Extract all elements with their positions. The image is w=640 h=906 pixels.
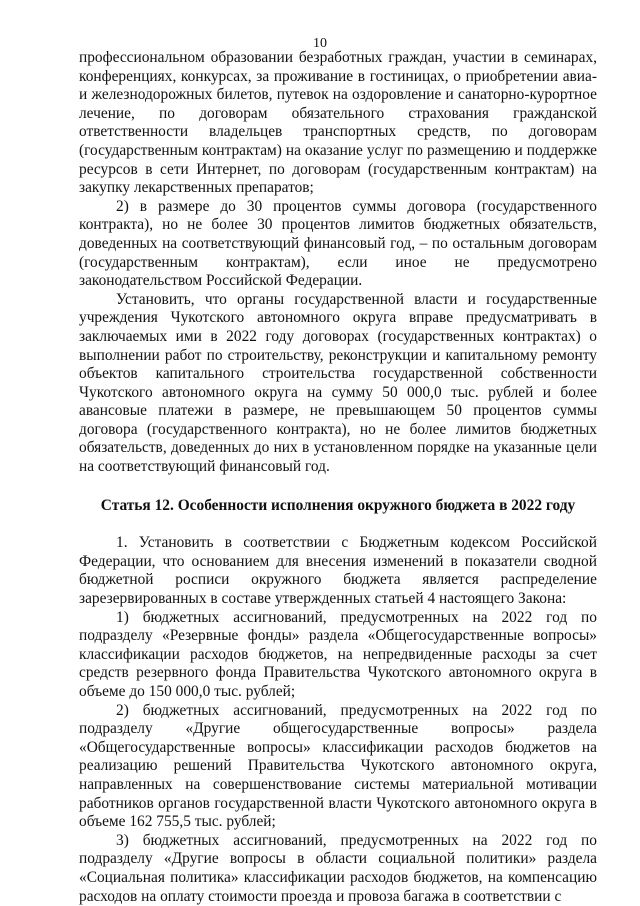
paragraph: 1) бюджетных ассигнований, предусмотренных на 2022 год по подразделу «Резервные фонды» раздела «Общегосударственные вопросы» классификации расходов бюджетов, на непредвиденные расходы за счет средств резервного фонда Правительства Чукотского автономного округа в объеме до 150 000,0 тыс. рублей;	[79, 608, 597, 700]
document-body	[79, 49, 597, 906]
paragraph: Установить, что органы государственной власти и государственные учреждения Чукотского автономного округа вправе предусматривать в заключаемых ими в 2022 году договорах (государственных контрактах) о выполнении работ по строительству, реконструкции и капитальному ремонту объектов капитального строительства государственной собственности Чукотского автономного округа на сумму 50 000,0 тыс. рублей и более авансовые платежи в размере, не превышающем 50 процентов суммы договора (государственного контракта), но не более лимитов бюджетных обязательств, доведенных до них в установленном порядке на указанные цели на соответствующий финансовый год.	[79, 290, 597, 476]
paragraph: 2) в размере до 30 процентов суммы договора (государственного контракта), но не более 30 процентов лимитов бюджетных обязательств, доведенных на соответствующий финансовый год, – по остальным договорам (государственным контрактам), если иное не предусмотрено законодательством Российской Федерации.	[79, 197, 597, 290]
article-heading: Статья 12. Особенности исполнения окружного бюджета в 2022 году	[100, 496, 576, 514]
spacer	[79, 477, 597, 497]
spacer	[79, 515, 597, 534]
paragraph: 3) бюджетных ассигнований, предусмотренных на 2022 год по подразделу «Другие вопросы в области социальной политики» раздела «Социальная политика» классификации расходов бюджетов, на компенсацию расходов на оплату стоимости проезда и провоза багажа в соответствии с	[79, 831, 597, 905]
paragraph: 2) бюджетных ассигнований, предусмотренных на 2022 год по подразделу «Другие общегосударственные вопросы» раздела «Общегосударственные вопросы» классификации расходов бюджетов на реализацию решений Правительства Чукотского автономного округа, направленных на совершенствование системы материальной мотивации работников органов государственной власти Чукотского автономного округа в объеме 162 755,5 тыс. рублей;	[79, 701, 597, 831]
page-number: 10	[313, 36, 327, 51]
paragraph: 1. Установить в соответствии с Бюджетным кодексом Российской Федерации, что основанием для внесения изменений в показатели сводной бюджетной росписи окружного бюджета является распределение зарезервированных в составе утвержденных статьей 4 настоящего Закона:	[79, 534, 597, 608]
paragraph: профессиональном образовании безработных граждан, участии в семинарах, конференциях, конкурсах, за проживание в гостиницах, о приобретении авиа- и железнодорожных билетов, путевок на оздоровление и санаторно-курортное лечение, по договорам обязательного страхования гражданской ответственности владельцев транспортных средств, по договорам (государственным контрактам) на оказание услуг по размещению и поддержке ресурсов в сети Интернет, по договорам (государственным контрактам) на закупку лекарственных препаратов;	[79, 49, 597, 197]
